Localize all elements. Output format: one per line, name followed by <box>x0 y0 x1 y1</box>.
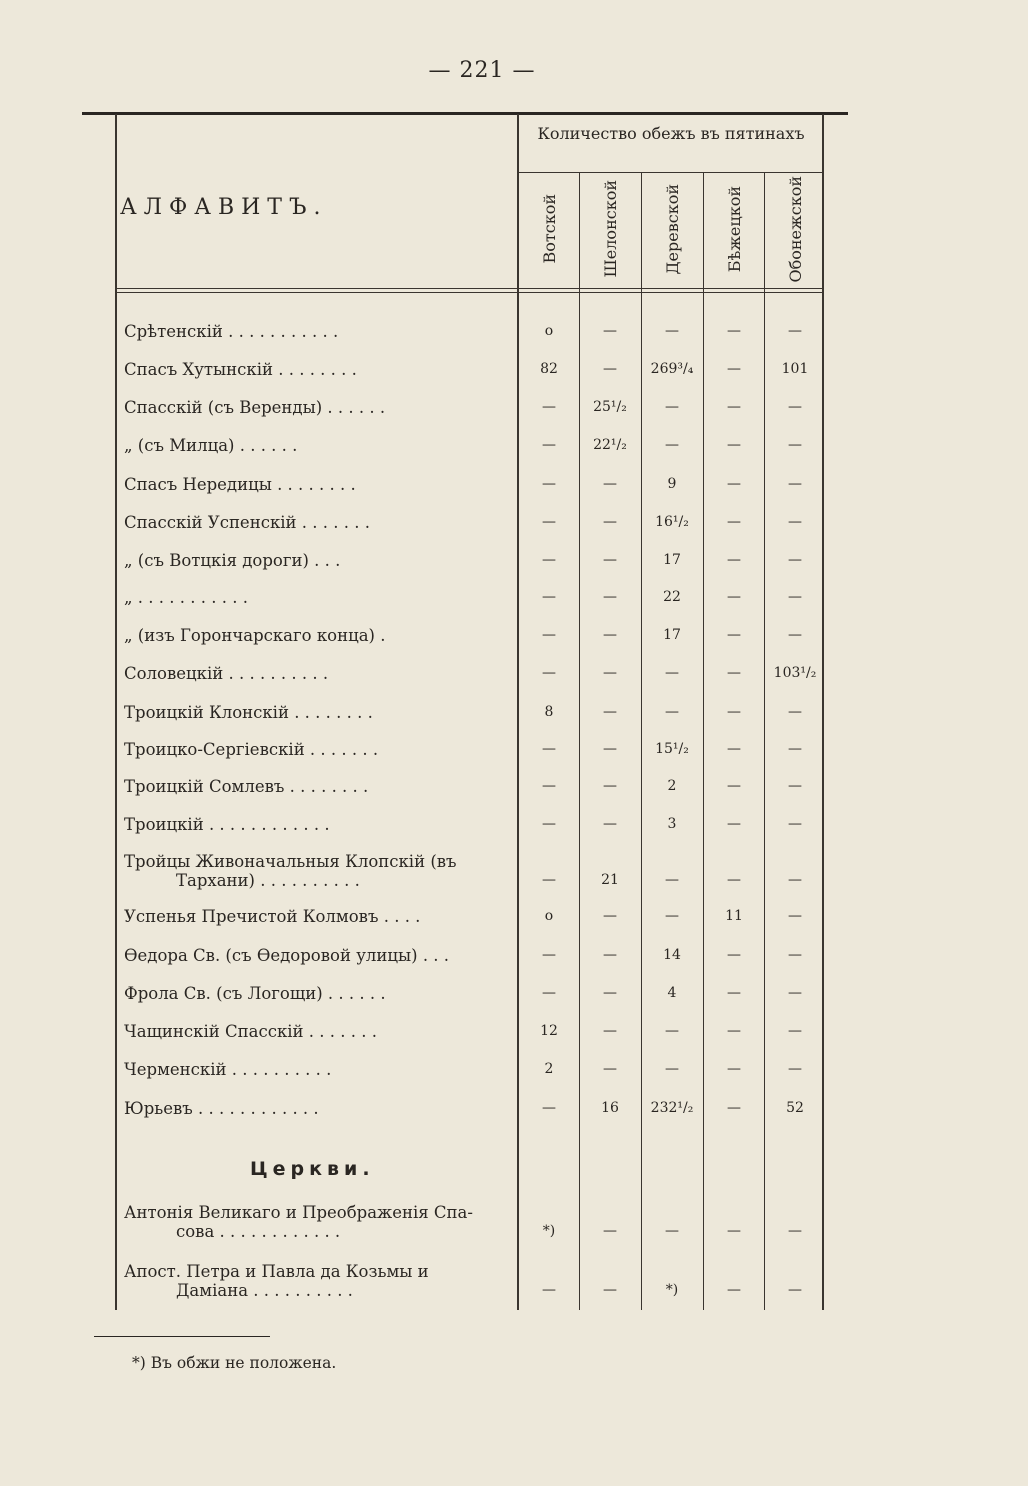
row-value-cell: — <box>788 1061 802 1077</box>
row-value-cell: — <box>665 1023 679 1039</box>
row-name-line: Успенья Пречистой Колмовъ . . . . <box>124 907 421 926</box>
row-value-cell: 232¹/₂ <box>650 1100 694 1116</box>
row-name-line: „ (изъ Горончарскаго конца) . <box>124 626 386 645</box>
row-name <box>124 1060 510 1079</box>
row-value-cell: — <box>788 476 802 492</box>
col-head-derevskoy: Деревской <box>662 183 682 275</box>
row-value-cell: 14 <box>663 947 681 963</box>
row-value-cell: о <box>544 908 554 924</box>
row-name-line: Чащинскій Спасскій . . . . . . . <box>124 1022 377 1041</box>
row-value-cell: — <box>542 589 556 605</box>
row-value-cell: — <box>788 437 802 453</box>
row-value-cell: — <box>727 741 741 757</box>
row-value-cell: — <box>788 627 802 643</box>
row-name-line: Антонія Великаго и Преображенія Спа- <box>124 1203 473 1222</box>
row-value-cell: — <box>665 872 679 888</box>
row-value-cell: — <box>542 1282 556 1298</box>
row-value-cell: — <box>665 437 679 453</box>
row-value-cell: — <box>727 1282 741 1298</box>
row-name-line: „ . . . . . . . . . . . <box>124 588 248 607</box>
row-value-cell: — <box>603 665 617 681</box>
alphabet-heading: АЛФАВИТЪ. <box>120 195 328 220</box>
row-value-cell: — <box>788 908 802 924</box>
row-value-cell: — <box>727 476 741 492</box>
row-value-cell: — <box>542 778 556 794</box>
row-value-cell: — <box>542 476 556 492</box>
row-value-cell: — <box>603 1061 617 1077</box>
row-value-cell: — <box>603 361 617 377</box>
row-value-cell: — <box>788 741 802 757</box>
row-value-cell: 15¹/₂ <box>655 741 689 757</box>
row-name <box>124 436 510 455</box>
row-value-cell: — <box>727 399 741 415</box>
row-value-cell: — <box>788 514 802 530</box>
row-value-cell: — <box>603 741 617 757</box>
row-name-line: Троицкій Клонскій . . . . . . . . <box>124 703 373 722</box>
row-value-cell: — <box>603 514 617 530</box>
row-name-line: Апост. Петра и Павла да Козьмы и <box>124 1262 429 1281</box>
row-name-continuation: сова . . . . . . . . . . . . <box>176 1222 341 1241</box>
row-value-cell: — <box>542 627 556 643</box>
row-name-continuation: Даміана . . . . . . . . . . <box>176 1281 353 1300</box>
row-value-cell: — <box>727 665 741 681</box>
row-value-cell: 21 <box>601 872 619 888</box>
row-value-cell: — <box>603 778 617 794</box>
row-value-cell: — <box>727 985 741 1001</box>
row-value-cell: 4 <box>667 985 677 1001</box>
row-name <box>124 360 510 379</box>
row-value-cell: — <box>542 665 556 681</box>
row-value-cell: 52 <box>786 1100 804 1116</box>
row-value-cell: о <box>544 323 554 339</box>
row-name <box>124 815 510 834</box>
row-value-cell: — <box>788 947 802 963</box>
row-name <box>124 475 510 494</box>
row-value-cell: — <box>727 872 741 888</box>
row-value-cell: — <box>603 1023 617 1039</box>
row-name-line: Троицкій Сомлевъ . . . . . . . . <box>124 777 369 796</box>
row-value-cell: — <box>665 399 679 415</box>
row-value-cell: — <box>788 816 802 832</box>
left-border <box>115 114 117 1310</box>
row-value-cell: — <box>603 1223 617 1239</box>
row-value-cell: — <box>665 323 679 339</box>
row-value-cell: 101 <box>781 361 809 377</box>
row-name-line: „ (съ Вотцкія дороги) . . . <box>124 551 341 570</box>
row-value-cell: — <box>603 947 617 963</box>
row-name <box>124 852 510 890</box>
row-value-cell: — <box>727 361 741 377</box>
row-name-line: Соловецкій . . . . . . . . . . <box>124 664 329 683</box>
row-value-cell: — <box>727 437 741 453</box>
row-name-line: Юрьевъ . . . . . . . . . . . . <box>124 1099 319 1118</box>
row-value-cell: 17 <box>663 552 681 568</box>
row-name <box>124 1262 510 1300</box>
row-value-cell: — <box>788 778 802 794</box>
row-value-cell: — <box>665 908 679 924</box>
row-value-cell: 11 <box>725 908 743 924</box>
row-value-cell: — <box>542 741 556 757</box>
row-name-line: Черменскій . . . . . . . . . . <box>124 1060 332 1079</box>
row-name-continuation: Тархани) . . . . . . . . . . <box>176 871 360 890</box>
row-value-cell: 22 <box>663 589 681 605</box>
top-rule <box>82 112 848 115</box>
row-value-cell: — <box>727 778 741 794</box>
row-value-cell: — <box>727 323 741 339</box>
row-value-cell: — <box>603 816 617 832</box>
row-value-cell: — <box>603 589 617 605</box>
row-name <box>124 777 510 796</box>
row-value-cell: — <box>542 399 556 415</box>
row-name <box>124 1203 510 1241</box>
row-name-line: Спасъ Нередицы . . . . . . . . <box>124 475 356 494</box>
row-name <box>124 984 510 1003</box>
row-value-cell: 25¹/₂ <box>593 399 627 415</box>
row-name-line: Тройцы Живоначальныя Клопскій (въ <box>124 852 457 871</box>
row-value-cell: — <box>665 665 679 681</box>
row-value-cell: — <box>603 908 617 924</box>
row-name <box>124 703 510 722</box>
row-value-cell: — <box>603 1282 617 1298</box>
row-value-cell: — <box>665 1223 679 1239</box>
row-name <box>124 513 510 532</box>
row-value-cell: 2 <box>667 778 677 794</box>
row-value-cell: — <box>603 552 617 568</box>
row-value-cell: — <box>603 704 617 720</box>
row-value-cell: — <box>727 589 741 605</box>
row-value-cell: — <box>603 476 617 492</box>
row-value-cell: — <box>603 985 617 1001</box>
row-value-cell: — <box>542 947 556 963</box>
row-value-cell: — <box>727 816 741 832</box>
group-header: Количество обежъ въ пятинахъ <box>537 124 805 143</box>
row-value-cell: — <box>603 323 617 339</box>
row-name-line: Спасскій Успенскій . . . . . . . <box>124 513 370 532</box>
page-number: — 221 — <box>428 58 536 83</box>
row-value-cell: — <box>542 1100 556 1116</box>
row-value-cell: — <box>788 323 802 339</box>
row-name-line: Троицко-Сергіевскій . . . . . . . <box>124 740 379 759</box>
row-value-cell: — <box>788 589 802 605</box>
row-value-cell: 103¹/₂ <box>773 665 817 681</box>
row-name <box>124 740 510 759</box>
row-value-cell: 16 <box>601 1100 619 1116</box>
row-value-cell: — <box>542 985 556 1001</box>
row-name <box>124 1099 510 1118</box>
row-value-cell: — <box>542 514 556 530</box>
row-name <box>124 322 510 341</box>
row-value-cell: — <box>665 704 679 720</box>
row-name <box>124 946 510 965</box>
row-value-cell: — <box>727 1223 741 1239</box>
footnote: *) Въ обжи не положена. <box>132 1354 337 1372</box>
row-name-line: Өедора Св. (съ Өедоровой улицы) . . . <box>124 946 450 965</box>
row-name-line: Фрола Св. (съ Логощи) . . . . . . <box>124 984 386 1003</box>
row-value-cell: *) <box>542 1223 556 1239</box>
row-name <box>124 588 510 607</box>
row-value-cell: — <box>788 552 802 568</box>
row-value-cell: — <box>542 552 556 568</box>
row-value-cell: *) <box>665 1282 679 1298</box>
row-name <box>124 398 510 417</box>
col-head-shelonskoy: Шелонской <box>600 180 620 278</box>
row-value-cell: — <box>603 627 617 643</box>
row-value-cell: — <box>788 704 802 720</box>
row-value-cell: — <box>727 1100 741 1116</box>
row-value-cell: 269³/₄ <box>650 361 694 377</box>
row-name <box>124 551 510 570</box>
row-value-cell: 12 <box>540 1023 558 1039</box>
row-value-cell: — <box>727 552 741 568</box>
col-head-bezhetskoy: Бѣжецкой <box>724 185 744 273</box>
row-value-cell: — <box>788 399 802 415</box>
row-value-cell: 2 <box>544 1061 554 1077</box>
footnote-rule <box>94 1336 270 1337</box>
row-value-cell: — <box>665 1061 679 1077</box>
row-name-line: Спасъ Хутынскій . . . . . . . . <box>124 360 357 379</box>
row-value-cell: — <box>788 985 802 1001</box>
col-head-votskoy: Вотской <box>539 194 559 264</box>
row-name <box>124 664 510 683</box>
row-value-cell: — <box>542 872 556 888</box>
row-name-line: Спасскій (съ Веренды) . . . . . . <box>124 398 386 417</box>
row-value-cell: 8 <box>544 704 554 720</box>
row-value-cell: 22¹/₂ <box>593 437 627 453</box>
row-name-line: Троицкій . . . . . . . . . . . . <box>124 815 330 834</box>
row-value-cell: — <box>727 1023 741 1039</box>
row-value-cell: — <box>727 514 741 530</box>
row-value-cell: — <box>788 1223 802 1239</box>
col-head-obonezhskoy: Обонежской <box>785 175 805 283</box>
churches-heading: Церкви. <box>250 1158 375 1180</box>
row-value-cell: — <box>788 1282 802 1298</box>
row-name <box>124 626 510 645</box>
row-value-cell: — <box>727 704 741 720</box>
row-value-cell: — <box>788 872 802 888</box>
row-name-line: Срѣтенскій . . . . . . . . . . . <box>124 322 339 341</box>
row-value-cell: 82 <box>540 361 558 377</box>
row-value-cell: 3 <box>667 816 677 832</box>
row-value-cell: — <box>727 627 741 643</box>
row-name <box>124 907 510 926</box>
header-rule-1 <box>115 288 823 289</box>
row-value-cell: — <box>542 437 556 453</box>
row-name <box>124 1022 510 1041</box>
header-rule-2 <box>115 292 823 293</box>
row-value-cell: — <box>542 816 556 832</box>
row-value-cell: — <box>727 947 741 963</box>
row-name-line: „ (съ Милца) . . . . . . <box>124 436 298 455</box>
row-value-cell: 9 <box>667 476 677 492</box>
row-value-cell: 16¹/₂ <box>655 514 689 530</box>
row-value-cell: — <box>727 1061 741 1077</box>
row-value-cell: — <box>788 1023 802 1039</box>
row-value-cell: 17 <box>663 627 681 643</box>
